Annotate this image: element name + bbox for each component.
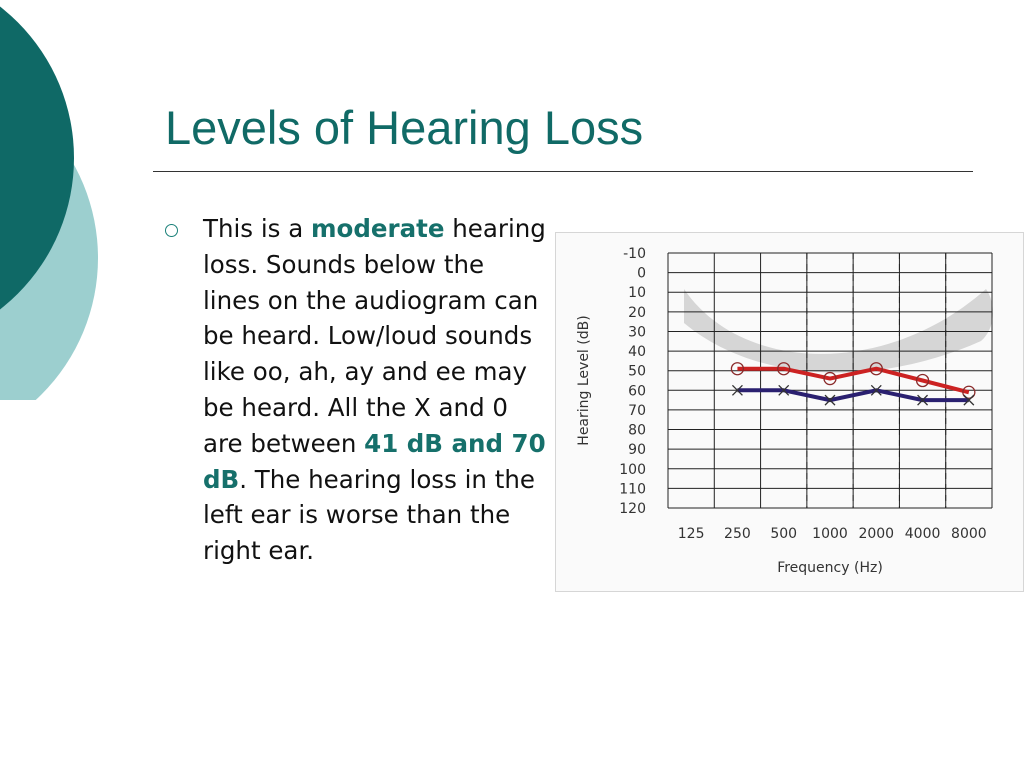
y-tick-label: 0	[637, 265, 646, 282]
y-axis-label: Hearing Level (dB)	[576, 315, 592, 446]
x-tick-label: 125	[677, 526, 705, 542]
speech-range-band	[684, 289, 993, 373]
bullet-text	[203, 211, 548, 569]
y-tick-label: 110	[619, 481, 646, 498]
y-tick-label: 30	[628, 324, 646, 341]
highlight-moderate: moderate	[311, 214, 445, 243]
y-tick-label: 70	[628, 402, 646, 419]
hollow-circle-bullet-icon	[165, 224, 178, 237]
y-tick-label: 40	[628, 344, 646, 361]
y-tick-label: -10	[623, 246, 646, 262]
slide-title: Levels of Hearing Loss	[165, 101, 644, 154]
text-segment-3: . The hearing loss in the left ear is worse than the right ear.	[203, 464, 535, 566]
x-tick-label: 250	[724, 526, 751, 542]
decorative-circles	[0, 0, 110, 400]
x-tick-label: 8000	[951, 526, 987, 542]
y-tick-label: 80	[628, 422, 646, 439]
x-tick-label: 2000	[858, 526, 895, 542]
y-tick-label: 20	[628, 304, 646, 321]
y-tick-label: 10	[628, 285, 646, 302]
y-tick-label: 50	[628, 363, 646, 380]
text-segment-2: hearing loss. Sounds below the lines on the audiogram can be heard. Low/loud sounds like oo, ah, ay and ee may be heard. All the X and 0 are between	[203, 214, 546, 458]
y-tick-label: 120	[619, 501, 646, 517]
audiogram-chart	[555, 232, 1024, 592]
y-tick-label: 60	[628, 383, 646, 400]
audiogram-svg	[556, 233, 1024, 593]
y-tick-label: 90	[628, 442, 646, 459]
x-tick-label: 4000	[904, 526, 941, 542]
x-tick-label: 1000	[812, 526, 848, 542]
title-divider	[153, 171, 973, 172]
highlight-db-range: 41 dB and 70 dB	[203, 428, 546, 494]
x-tick-label: 500	[770, 526, 798, 542]
x-axis-label: Frequency (Hz)	[777, 560, 883, 576]
text-segment-1: This is a	[203, 214, 312, 243]
y-tick-label: 100	[619, 461, 646, 478]
